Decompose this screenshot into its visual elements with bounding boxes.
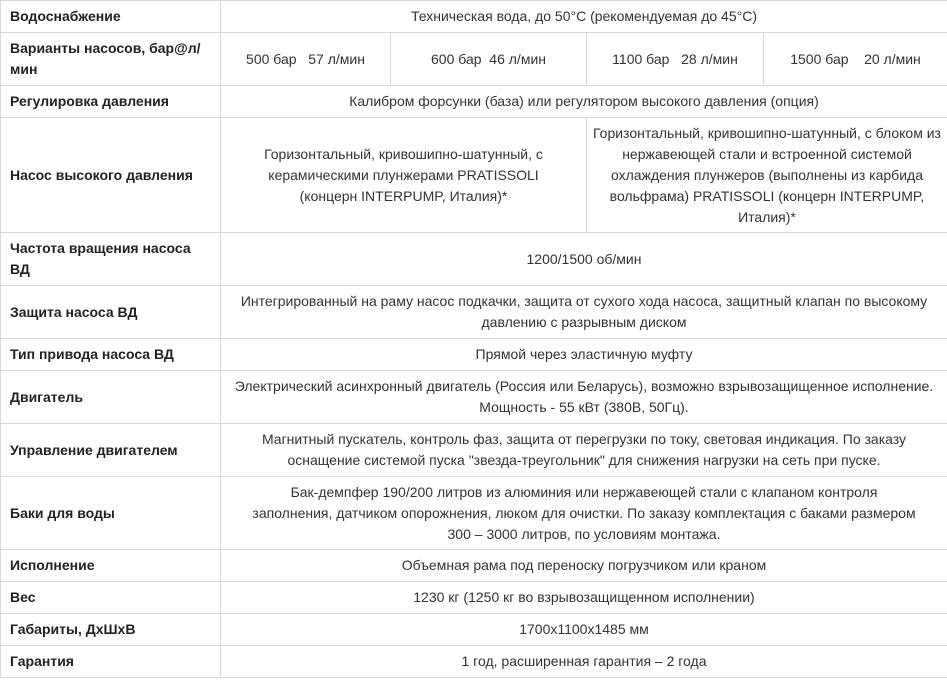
table-row-drive xyxy=(1,339,947,371)
table-row-pressure-control xyxy=(1,86,947,118)
table-row-protection xyxy=(1,286,947,339)
row-value: 1230 кг (1250 кг во взрывозащищенном исполнении) xyxy=(221,582,947,614)
pump-variant-1500: 1500 бар 20 л/мин xyxy=(764,33,947,86)
row-value: Объемная рама под переноску погрузчиком или краном xyxy=(221,550,947,582)
row-label: Вес xyxy=(1,582,221,614)
table-row-dimensions xyxy=(1,614,947,646)
row-label: Защита насоса ВД xyxy=(1,286,221,339)
pump-variant-500: 500 бар 57 л/мин xyxy=(221,33,391,86)
table-row-pumps xyxy=(1,33,947,86)
pump-variant-600: 600 бар 46 л/мин xyxy=(391,33,587,86)
row-label: Двигатель xyxy=(1,371,221,424)
table-row-execution xyxy=(1,550,947,582)
row-label: Водоснабжение xyxy=(1,1,221,33)
row-label: Гарантия xyxy=(1,646,221,678)
row-label: Тип привода насоса ВД xyxy=(1,339,221,371)
table-row-weight xyxy=(1,582,947,614)
row-value: Техническая вода, до 50°С (рекомендуемая до 45°С) xyxy=(221,1,947,33)
row-label: Частота вращения насоса ВД xyxy=(1,233,221,286)
row-value: Калибром форсунки (база) или регулятором высокого давления (опция) xyxy=(221,86,947,118)
row-value: 1 год, расширенная гарантия – 2 года xyxy=(221,646,947,678)
row-label: Насос высокого давления xyxy=(1,118,221,233)
table-row-water xyxy=(1,1,947,33)
row-label: Управление двигателем xyxy=(1,424,221,477)
table-row-motor-control xyxy=(1,424,947,477)
row-label: Варианты насосов, бар@л/мин xyxy=(1,33,221,86)
row-value: Интегрированный на раму насос подкачки, защита от сухого хода насоса, защитный клапан по высокому давлению с разрывным диском xyxy=(221,286,947,339)
row-value: 1200/1500 об/мин xyxy=(221,233,947,286)
row-label: Исполнение xyxy=(1,550,221,582)
table-row-hp-pump xyxy=(1,118,947,233)
table-row-motor xyxy=(1,371,947,424)
hp-pump-ceramic-value: Горизонтальный, кривошипно-шатунный, с керамическими плунжерами PRATISSOLI (концерн INTERPUMP, Италия)* xyxy=(221,118,587,233)
row-value: 1700х1100х1485 мм xyxy=(221,614,947,646)
pump-variant-1100: 1100 бар 28 л/мин xyxy=(587,33,764,86)
hp-pump-steel-value: Горизонтальный, кривошипно-шатунный, с блоком из нержавеющей стали и встроенной системой охлаждения плунжеров (выполнены из карбида вольфрама) PRATISSOLI (концерн INTERPUMP, Италия)* xyxy=(587,118,947,233)
row-value: Магнитный пускатель, контроль фаз, защита от перегрузки по току, световая индикация. По заказу оснащение системой пуска "звезда-треугольник" для снижения нагрузки на сеть при пуске. xyxy=(221,424,947,477)
row-label: Баки для воды xyxy=(1,477,221,550)
row-value: Электрический асинхронный двигатель (Россия или Беларусь), возможно взрывозащищенное исполнение. Мощность - 55 кВт (380В, 50Гц). xyxy=(221,371,947,424)
table-row-speed xyxy=(1,233,947,286)
table-row-warranty xyxy=(1,646,947,678)
row-label: Габариты, ДхШхВ xyxy=(1,614,221,646)
row-label: Регулировка давления xyxy=(1,86,221,118)
row-value: Прямой через эластичную муфту xyxy=(221,339,947,371)
row-value: Бак-демпфер 190/200 литров из алюминия или нержавеющей стали с клапаном контроля заполнения, датчиком опорожнения, люком для очистки. По заказу комплектация с баками размером 300 – 3000 литров, по условиям монтажа. xyxy=(221,477,947,550)
table-row-tanks xyxy=(1,477,947,550)
